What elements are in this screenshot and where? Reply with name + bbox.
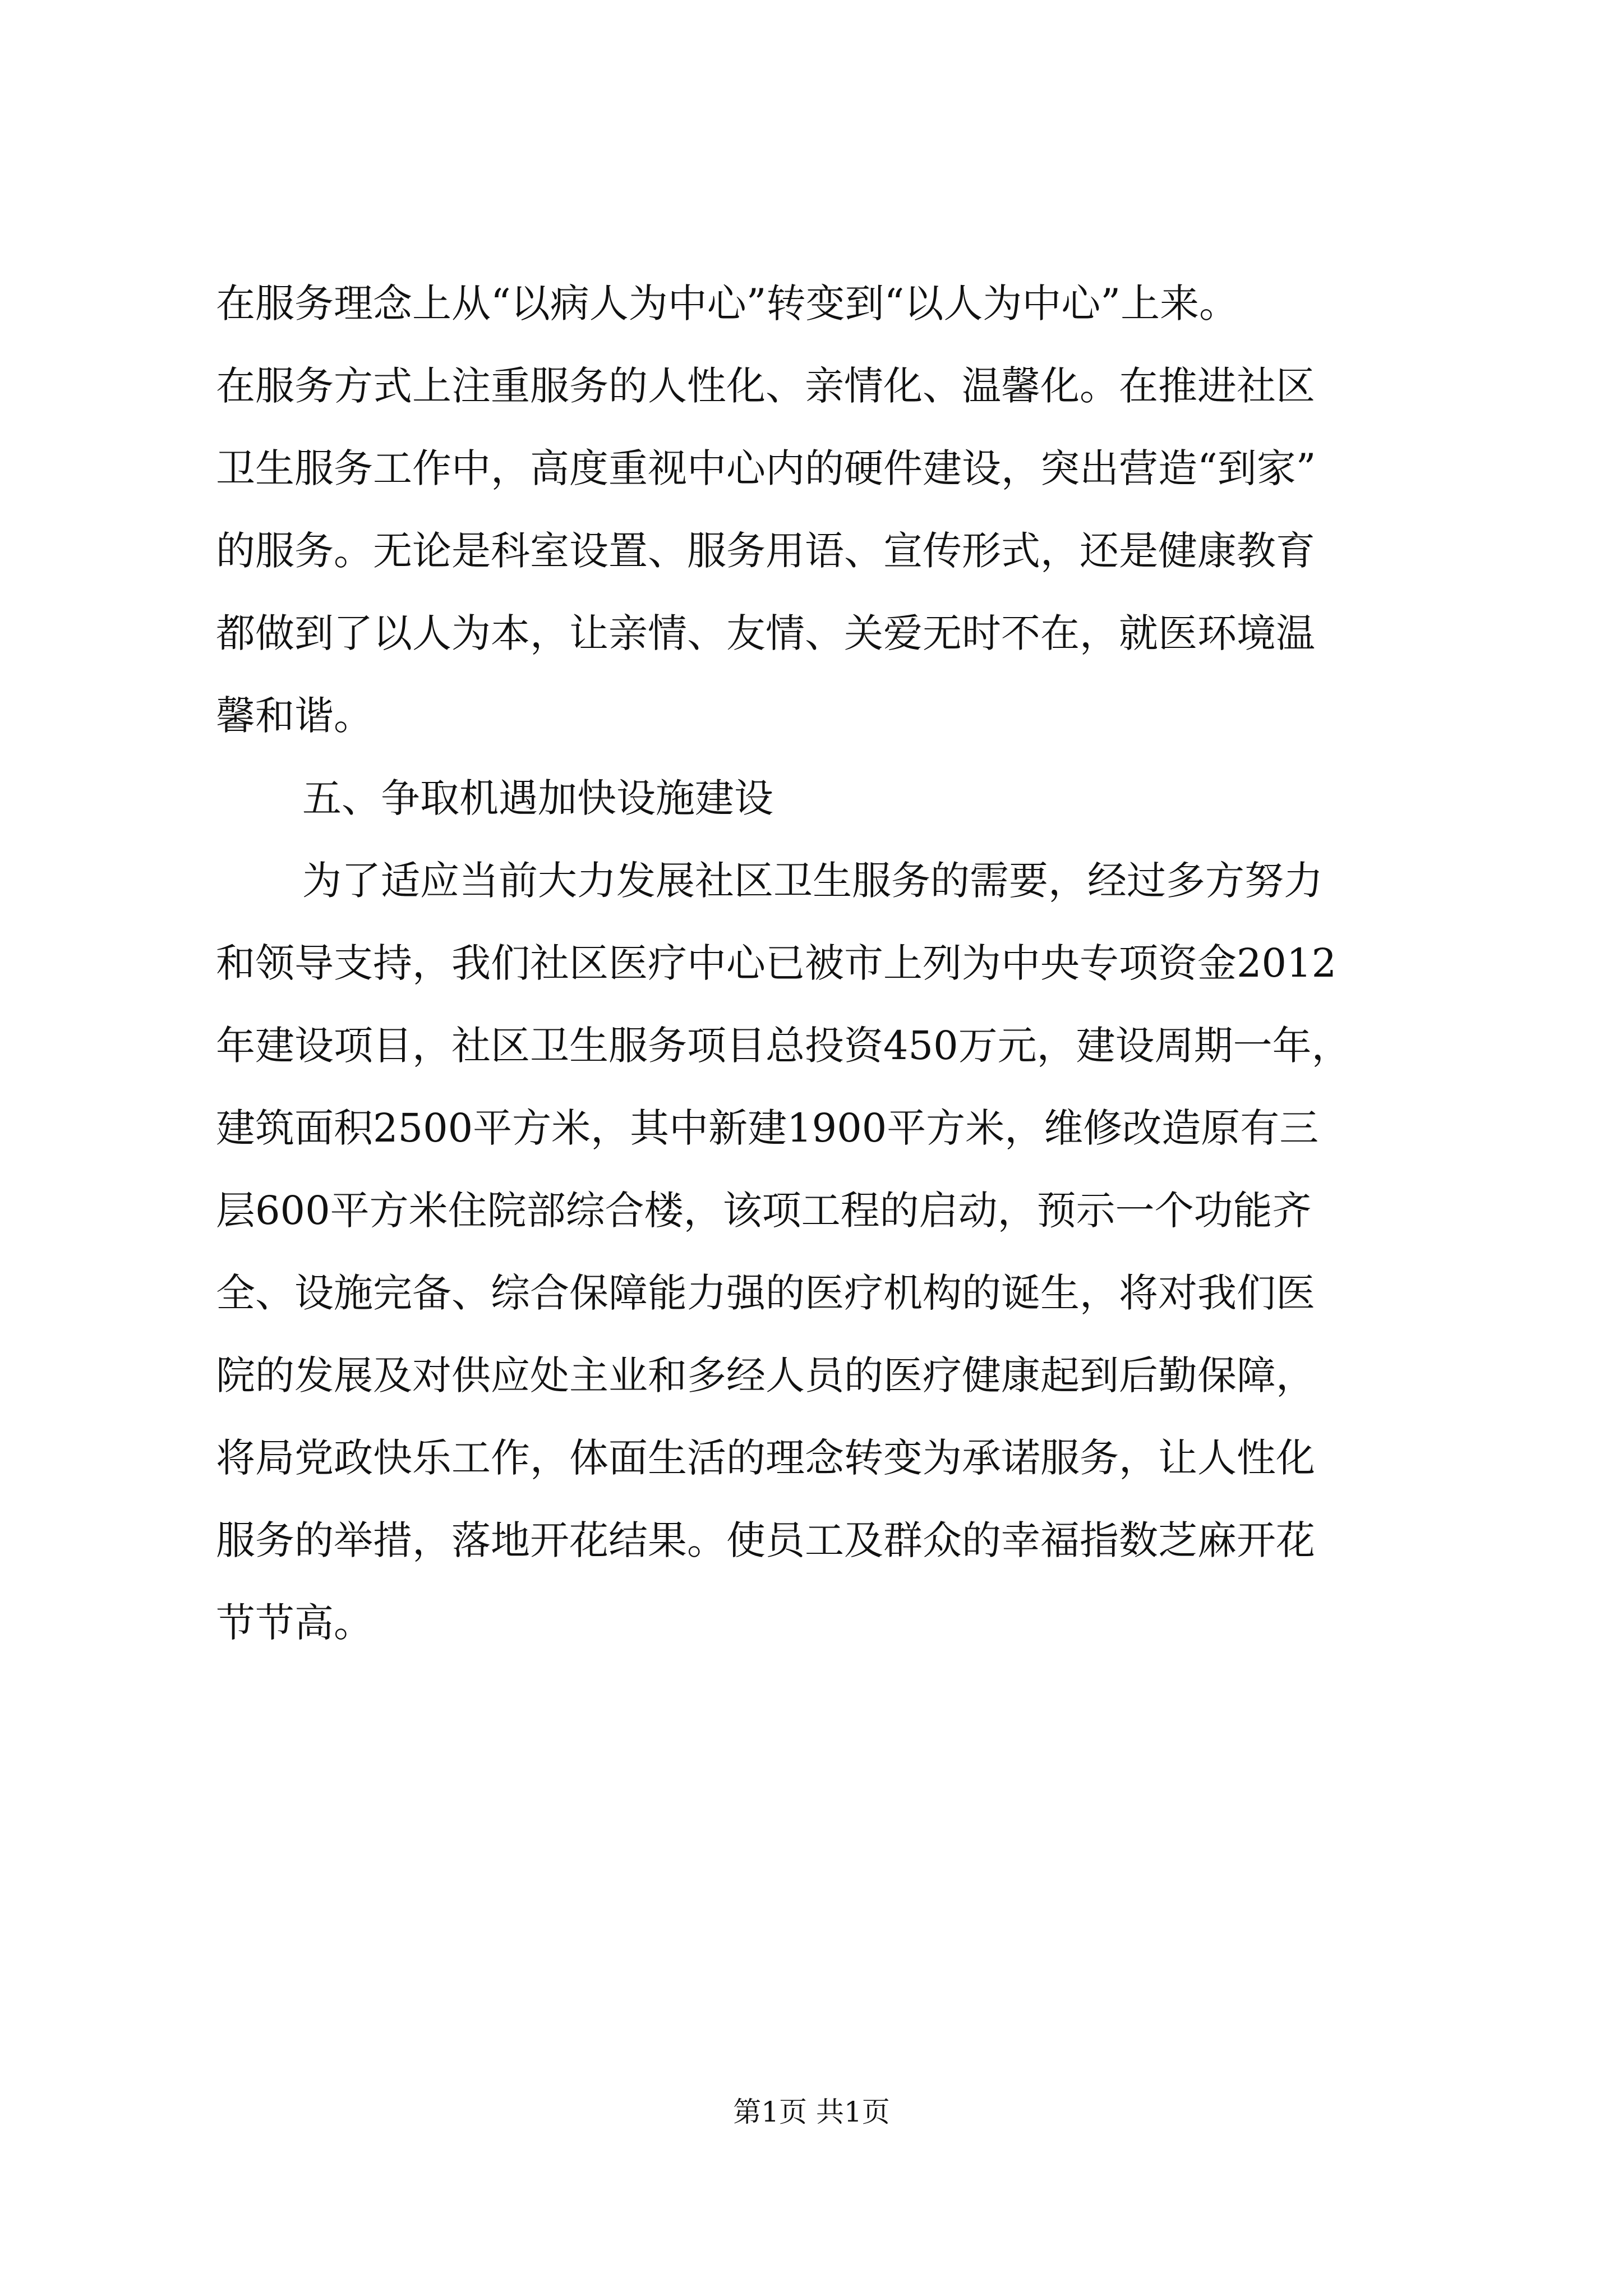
paragraph-line: 都做到了以人为本，让亲情、友情、关爱无时不在，就医环境温 — [216, 610, 1315, 656]
paragraph-line: 为了适应当前大力发展社区卫生服务的需要，经过多方努力 — [302, 858, 1323, 904]
paragraph-line: 层600平方米住院部综合楼，该项工程的启动，预示一个功能齐 — [216, 1188, 1312, 1234]
page-footer — [0, 2092, 1623, 2132]
paragraph-line: 在服务理念上从“以病人为中心”转变到“以人为中心”上来。 — [216, 280, 1239, 326]
paragraph-line: 馨和谐。 — [216, 693, 373, 739]
page-number-label: 第1页 共1页 — [733, 2096, 890, 2128]
paragraph-line: 院的发展及对供应处主业和多经人员的医疗健康起到后勤保障， — [216, 1352, 1315, 1398]
paragraph-line: 将局党政快乐工作，体面生活的理念转变为承诺服务，让人性化 — [216, 1435, 1315, 1481]
paragraph-line: 和领导支持，我们社区医疗中心已被市上列为中央专项资金2012 — [216, 940, 1337, 986]
paragraph-line: 在服务方式上注重服务的人性化、亲情化、温馨化。在推进社区 — [216, 363, 1315, 409]
paragraph-line: 卫生服务工作中，高度重视中心内的硬件建设，突出营造“到家” — [216, 445, 1316, 491]
paragraph-line: 服务的举措，落地开花结果。使员工及群众的幸福指数芝麻开花 — [216, 1517, 1315, 1563]
paragraph-line: 建筑面积2500平方米，其中新建1900平方米，维修改造原有三 — [216, 1105, 1319, 1151]
paragraph-line: 全、设施完备、综合保障能力强的医疗机构的诞生，将对我们医 — [216, 1270, 1315, 1316]
paragraph-line: 节节高。 — [216, 1600, 373, 1646]
section-heading: 五、争取机遇加快设施建设 — [302, 775, 773, 821]
document-body — [216, 263, 1416, 1664]
paragraph-line: 的服务。无论是科室设置、服务用语、宣传形式，还是健康教育 — [216, 528, 1315, 574]
paragraph-line: 年建设项目，社区卫生服务项目总投资450万元，建设周期一年， — [216, 1023, 1351, 1069]
